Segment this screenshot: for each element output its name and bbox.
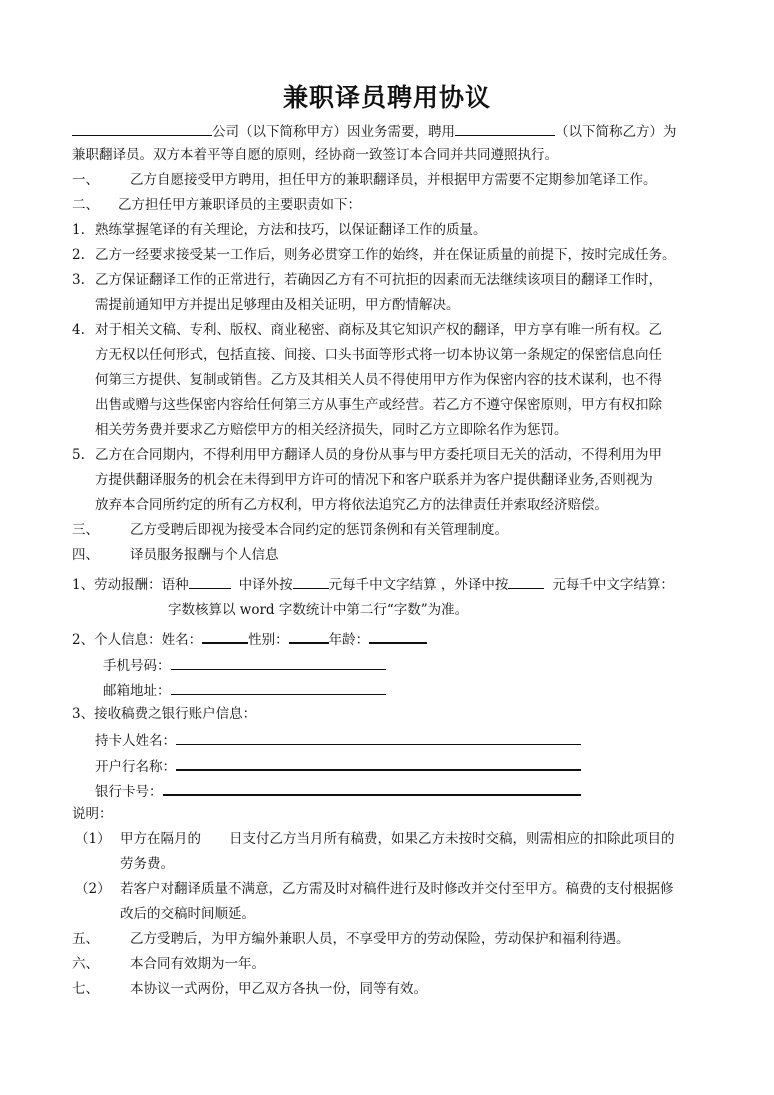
note-2-line-2: 改后的交稿时间顺延。	[120, 906, 255, 922]
duty-4-line-3: 何第三方提供、复制或销售。乙方及其相关人员不得使用甲方作为保密内容的技术谋利，也不得	[95, 372, 662, 388]
card-holder-field[interactable]	[176, 730, 581, 745]
foreign-to-cn-rate-blank[interactable]	[508, 574, 544, 589]
note-2-line-1: 若客户对翻译质量不满意，乙方需及时对稿件进行及时修改并交付至甲方。稿费的支付根据修	[120, 881, 674, 897]
duty-3-line-1: 乙方保证翻译工作的正常进行，若确因乙方有不可抗拒的因素而无法继续该项目的翻译工作时，	[95, 272, 662, 288]
duty-4-line-1: 对于相关文稿、专利、版权、商业秘密、商标及其它知识产权的翻译，甲方享有唯一所有权。乙	[95, 322, 662, 338]
section-1-text: 乙方自愿接受甲方聘用，担任甲方的兼职翻译员，并根据甲方需要不定期参加笔译工作。	[130, 172, 657, 188]
gender-field[interactable]	[289, 628, 329, 644]
section-5-number: 五、	[72, 931, 99, 947]
section-6-text: 本合同有效期为一年。	[130, 956, 265, 972]
duty-2-line: 乙方一经要求接受某一工作后，则务必贯穿工作的始终，并在保证质量的前提下，按时完成任务。	[95, 247, 676, 263]
language-blank[interactable]	[189, 574, 231, 589]
pay-line: 1、劳动报酬：语种 中译外按 元每千中文字结算 ，外译中按 元每千中文字结算：	[72, 574, 674, 594]
section-7-number: 七、	[72, 981, 99, 997]
section-4-number: 四、	[72, 547, 99, 563]
party-b-name-blank[interactable]	[455, 121, 555, 136]
duty-5-number: 5.	[72, 447, 85, 463]
section-2-text: 乙方担任甲方兼职译员的主要职责如下：	[118, 197, 361, 213]
word-count-rule: 字数核算以 word 字数统计中第二行“字数”为准。	[168, 602, 469, 618]
duty-4-line-2: 方无权以任何形式，包括直接、间接、口头书面等形式将一切本协议第一条规定的保密信息向任	[95, 347, 662, 363]
phone-field[interactable]	[171, 655, 386, 670]
card-number-field[interactable]	[163, 780, 581, 796]
section-1-number: 一、	[72, 172, 99, 188]
cn-to-foreign-rate-blank[interactable]	[293, 574, 329, 589]
note-1-line-2: 劳务费。	[120, 856, 174, 872]
section-2-number: 二、	[72, 197, 99, 213]
duty-3-number: 3.	[72, 272, 85, 288]
duty-5-line-1: 乙方在合同期内，不得利用甲方翻译人员的身份从事与甲方委托项目无关的活动，不得利用为甲	[95, 447, 662, 463]
intro-line-2: 兼职翻译员。双方本着平等自愿的原则，经协商一致签订本合同并共同遵照执行。	[72, 147, 558, 163]
duty-2-number: 2.	[72, 247, 85, 263]
section-5-text: 乙方受聘后，为甲方编外兼职人员，不享受甲方的劳动保险，劳动保护和福利待遇。	[130, 931, 630, 947]
bank-info-label: 3、接收稿费之银行账户信息：	[72, 706, 257, 722]
company-name-blank[interactable]	[72, 121, 212, 136]
section-3-text: 乙方受聘后即视为接受本合同约定的惩罚条例和有关管理制度。	[130, 522, 508, 538]
note-1-number: （1）	[75, 831, 111, 847]
notes-label: 说明：	[72, 806, 113, 822]
intro-line-1: 公司（以下简称甲方）因业务需要，聘用 （以下简称乙方）为	[72, 121, 677, 141]
duty-5-line-2: 方提供翻译服务的机会在未得到甲方许可的情况下和客户联系并为客户提供翻译业务,否则视为	[95, 472, 653, 488]
bank-branch-line: 开户行名称：	[95, 755, 581, 776]
personal-info-line: 2、个人信息：姓名： 性别： 年龄：	[72, 628, 427, 649]
document-title: 兼职译员聘用协议	[282, 83, 491, 112]
section-6-number: 六、	[72, 956, 99, 972]
section-7-text: 本协议一式两份，甲乙双方各执一份，同等有效。	[130, 981, 427, 997]
bank-branch-field[interactable]	[176, 755, 581, 771]
card-number-line: 银行卡号：	[95, 780, 581, 801]
duty-4-line-4: 出售或赠与这些保密内容给任何第三方从事生产或经营。若乙方不遵守保密原则，甲方有权扣除	[95, 397, 662, 413]
section-4-text: 译员服务报酬与个人信息	[130, 547, 279, 563]
age-field[interactable]	[369, 628, 427, 644]
name-field[interactable]	[202, 628, 248, 644]
duty-5-line-3: 放弃本合同所约定的所有乙方权利，甲方将依法追究乙方的法律责任并索取经济赔偿。	[95, 497, 608, 513]
email-line: 邮箱地址：	[103, 680, 386, 700]
duty-3-line-2: 需提前通知甲方并提出足够理由及相关证明，甲方酌情解决。	[95, 297, 460, 313]
note-2-number: （2）	[75, 881, 111, 897]
section-3-number: 三、	[72, 522, 99, 538]
note-1-line-1: 甲方在隔月的 日支付乙方当月所有稿费，如果乙方未按时交稿，则需相应的扣除此项目的	[120, 831, 675, 847]
duty-1-number: 1.	[72, 222, 85, 238]
duty-4-number: 4.	[72, 322, 85, 338]
duty-1-line: 熟练掌握笔译的有关理论，方法和技巧，以保证翻译工作的质量。	[95, 222, 487, 238]
phone-line: 手机号码：	[103, 655, 386, 675]
card-holder-line: 持卡人姓名：	[95, 730, 581, 750]
duty-4-line-5: 相关劳务费并要求乙方赔偿甲方的相关经济损失，同时乙方立即除名作为惩罚。	[95, 422, 568, 438]
email-field[interactable]	[171, 680, 386, 695]
